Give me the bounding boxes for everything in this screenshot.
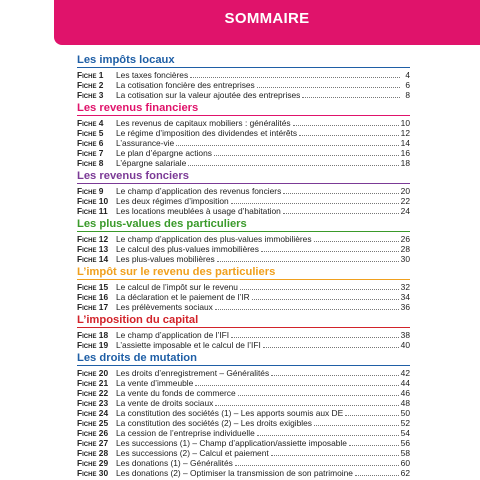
page-number: 4 bbox=[405, 70, 410, 80]
table-of-contents bbox=[77, 52, 410, 478]
fiche-label: Fiche bbox=[77, 148, 97, 158]
toc-section bbox=[77, 350, 410, 478]
toc-entry[interactable] bbox=[77, 408, 410, 418]
toc-entry[interactable] bbox=[77, 118, 410, 128]
fiche-num: 15 bbox=[96, 282, 109, 292]
fiche-num: 10 bbox=[96, 196, 109, 206]
fiche-number bbox=[77, 398, 116, 408]
entry-title: La déclaration et le paiement de l’IR bbox=[116, 292, 250, 302]
dot-leader bbox=[345, 408, 399, 416]
fiche-num: 7 bbox=[96, 148, 104, 158]
fiche-number bbox=[77, 90, 116, 100]
fiche-label: Fiche bbox=[77, 186, 97, 196]
page-number: 40 bbox=[400, 340, 410, 350]
fiche-number bbox=[77, 468, 116, 478]
entry-title: L’épargne salariale bbox=[116, 158, 187, 168]
fiche-num: 17 bbox=[96, 302, 109, 312]
fiche-label: Fiche bbox=[77, 388, 97, 398]
toc-entry[interactable] bbox=[77, 388, 410, 398]
fiche-number bbox=[77, 148, 116, 158]
entry-title: Le calcul des plus-values immobilières bbox=[116, 244, 259, 254]
toc-entry[interactable] bbox=[77, 206, 410, 216]
entry-title: La cotisation foncière des entreprises bbox=[116, 80, 255, 90]
fiche-label: Fiche bbox=[77, 302, 97, 312]
fiche-label: Fiche bbox=[77, 340, 97, 350]
fiche-label: Fiche bbox=[77, 118, 97, 128]
page-number: 42 bbox=[400, 368, 410, 378]
fiche-num: 13 bbox=[96, 244, 109, 254]
page-number: 50 bbox=[400, 408, 410, 418]
page-number: 10 bbox=[400, 118, 410, 128]
dot-leader bbox=[283, 206, 399, 214]
entry-title: Les deux régimes d’imposition bbox=[116, 196, 229, 206]
fiche-number bbox=[77, 408, 116, 418]
entry-title: Le régime d’imposition des dividendes et intérêts bbox=[116, 128, 298, 138]
entry-title: La constitution des sociétés (2) – Les droits exigibles bbox=[116, 418, 312, 428]
page-number: 44 bbox=[400, 378, 410, 388]
section-title: L’imposition du capital bbox=[77, 312, 410, 328]
dot-leader bbox=[299, 128, 399, 136]
dot-leader bbox=[355, 468, 399, 476]
entry-title: La vente de droits sociaux bbox=[116, 398, 214, 408]
page-number: 8 bbox=[405, 90, 410, 100]
fiche-num: 19 bbox=[96, 340, 109, 350]
toc-entry[interactable] bbox=[77, 458, 410, 468]
toc-section bbox=[77, 312, 410, 350]
fiche-label: Fiche bbox=[77, 128, 97, 138]
fiche-label: Fiche bbox=[77, 368, 97, 378]
fiche-number bbox=[77, 234, 116, 244]
page-number: 38 bbox=[400, 330, 410, 340]
dot-leader bbox=[302, 90, 400, 98]
dot-leader bbox=[261, 244, 399, 252]
fiche-label: Fiche bbox=[77, 330, 97, 340]
fiche-num: 12 bbox=[96, 234, 109, 244]
dot-leader bbox=[238, 388, 399, 396]
page-number: 58 bbox=[400, 448, 410, 458]
fiche-number bbox=[77, 244, 116, 254]
entry-title: Les droits d’enregistrement – Généralités bbox=[116, 368, 270, 378]
entry-title: Le calcul de l’impôt sur le revenu bbox=[116, 282, 238, 292]
fiche-label: Fiche bbox=[77, 448, 97, 458]
entry-title: Les donations (2) – Optimiser la transmission de son patrimoine bbox=[116, 468, 353, 478]
page-number: 34 bbox=[400, 292, 410, 302]
toc-section bbox=[77, 216, 410, 264]
dot-leader bbox=[349, 438, 399, 446]
toc-entry[interactable] bbox=[77, 330, 410, 340]
dot-leader bbox=[263, 340, 399, 348]
fiche-label: Fiche bbox=[77, 138, 97, 148]
entry-title: Les revenus de capitaux mobiliers : généralités bbox=[116, 118, 291, 128]
fiche-number bbox=[77, 330, 116, 340]
fiche-num: 18 bbox=[96, 330, 109, 340]
fiche-num: 23 bbox=[96, 398, 109, 408]
fiche-number bbox=[77, 368, 116, 378]
section-title: Les plus-values des particuliers bbox=[77, 216, 410, 232]
entry-title: Les prélèvements sociaux bbox=[116, 302, 213, 312]
dot-leader bbox=[231, 196, 399, 204]
fiche-num: 3 bbox=[96, 90, 104, 100]
fiche-num: 9 bbox=[96, 186, 104, 196]
dot-leader bbox=[215, 398, 398, 406]
fiche-num: 24 bbox=[96, 408, 109, 418]
toc-entry[interactable] bbox=[77, 448, 410, 458]
fiche-number bbox=[77, 282, 116, 292]
entry-title: L’assurance-vie bbox=[116, 138, 175, 148]
fiche-number bbox=[77, 70, 116, 80]
page-number: 52 bbox=[400, 418, 410, 428]
section-title: Les droits de mutation bbox=[77, 350, 410, 366]
entry-title: Le champ d’application des revenus fonciers bbox=[116, 186, 282, 196]
page-number: 62 bbox=[400, 468, 410, 478]
fiche-number bbox=[77, 186, 116, 196]
fiche-num: 25 bbox=[96, 418, 109, 428]
dot-leader bbox=[271, 448, 399, 456]
toc-entry[interactable] bbox=[77, 128, 410, 138]
entry-title: Les taxes foncières bbox=[116, 70, 189, 80]
entry-title: Le champ d’application de l’IFI bbox=[116, 330, 230, 340]
page-number: 18 bbox=[400, 158, 410, 168]
fiche-num: 29 bbox=[96, 458, 109, 468]
fiche-label: Fiche bbox=[77, 292, 97, 302]
fiche-num: 2 bbox=[96, 80, 104, 90]
toc-entry[interactable] bbox=[77, 90, 410, 100]
page-number: 48 bbox=[400, 398, 410, 408]
entry-title: La cotisation sur la valeur ajoutée des entreprises bbox=[116, 90, 301, 100]
toc-section bbox=[77, 52, 410, 100]
fiche-num: 28 bbox=[96, 448, 109, 458]
fiche-label: Fiche bbox=[77, 196, 97, 206]
fiche-label: Fiche bbox=[77, 70, 97, 80]
dot-leader bbox=[257, 428, 399, 436]
fiche-number bbox=[77, 418, 116, 428]
entry-title: La cession de l’entreprise individuelle bbox=[116, 428, 255, 438]
toc-entry[interactable] bbox=[77, 186, 410, 196]
page-number: 54 bbox=[400, 428, 410, 438]
fiche-number bbox=[77, 448, 116, 458]
fiche-number bbox=[77, 138, 116, 148]
dot-leader bbox=[240, 282, 399, 290]
page-number: 22 bbox=[400, 196, 410, 206]
fiche-number bbox=[77, 388, 116, 398]
toc-entry[interactable] bbox=[77, 428, 410, 438]
fiche-label: Fiche bbox=[77, 158, 97, 168]
fiche-number bbox=[77, 378, 116, 388]
dot-leader bbox=[176, 138, 398, 146]
toc-entry[interactable] bbox=[77, 292, 410, 302]
toc-section bbox=[77, 100, 410, 168]
page-number: 60 bbox=[400, 458, 410, 468]
entry-title: L’assiette imposable et le calcul de l’IFI bbox=[116, 340, 261, 350]
page-number: 26 bbox=[400, 234, 410, 244]
entry-title: Les locations meublées à usage d’habitation bbox=[116, 206, 281, 216]
dot-leader bbox=[252, 292, 399, 300]
page-number: 28 bbox=[400, 244, 410, 254]
toc-entry[interactable] bbox=[77, 282, 410, 292]
toc-entry[interactable] bbox=[77, 340, 410, 350]
toc-section bbox=[77, 264, 410, 312]
entry-title: Les successions (1) – Champ d’application/assiette imposable bbox=[116, 438, 347, 448]
header-banner bbox=[54, 0, 480, 45]
toc-entry[interactable] bbox=[77, 254, 410, 264]
entry-title: La vente du fonds de commerce bbox=[116, 388, 236, 398]
fiche-label: Fiche bbox=[77, 458, 97, 468]
fiche-num: 22 bbox=[96, 388, 109, 398]
page-number: 32 bbox=[400, 282, 410, 292]
section-title: Les revenus fonciers bbox=[77, 168, 410, 184]
page-number: 56 bbox=[400, 438, 410, 448]
toc-entry[interactable] bbox=[77, 244, 410, 254]
dot-leader bbox=[217, 254, 399, 262]
fiche-label: Fiche bbox=[77, 438, 97, 448]
toc-entry[interactable] bbox=[77, 368, 410, 378]
toc-entry[interactable] bbox=[77, 148, 410, 158]
fiche-label: Fiche bbox=[77, 244, 97, 254]
entry-title: La constitution des sociétés (1) – Les apports soumis aux DE bbox=[116, 408, 344, 418]
fiche-number bbox=[77, 158, 116, 168]
fiche-num: 26 bbox=[96, 428, 109, 438]
fiche-label: Fiche bbox=[77, 254, 97, 264]
toc-entry[interactable] bbox=[77, 438, 410, 448]
page-number: 36 bbox=[400, 302, 410, 312]
fiche-label: Fiche bbox=[77, 468, 97, 478]
dot-leader bbox=[214, 148, 399, 156]
toc-entry[interactable] bbox=[77, 234, 410, 244]
section-title: L’impôt sur le revenu des particuliers bbox=[77, 264, 410, 280]
entry-title: Les donations (1) – Généralités bbox=[116, 458, 233, 468]
fiche-num: 6 bbox=[96, 138, 104, 148]
fiche-label: Fiche bbox=[77, 378, 97, 388]
page-number: 20 bbox=[400, 186, 410, 196]
page-number: 16 bbox=[400, 148, 410, 158]
fiche-num: 14 bbox=[96, 254, 109, 264]
entry-title: Le champ d’application des plus-values immobilières bbox=[116, 234, 312, 244]
fiche-num: 11 bbox=[96, 206, 108, 216]
entry-title: Les plus-values mobilières bbox=[116, 254, 215, 264]
fiche-num: 4 bbox=[96, 118, 104, 128]
entry-title: Le plan d’épargne actions bbox=[116, 148, 212, 158]
toc-entry[interactable] bbox=[77, 158, 410, 168]
fiche-label: Fiche bbox=[77, 80, 97, 90]
fiche-number bbox=[77, 302, 116, 312]
dot-leader bbox=[257, 80, 400, 88]
fiche-label: Fiche bbox=[77, 408, 97, 418]
page-number: 30 bbox=[400, 254, 410, 264]
entry-title: Les successions (2) – Calcul et paiement bbox=[116, 448, 269, 458]
dot-leader bbox=[231, 330, 399, 338]
fiche-number bbox=[77, 292, 116, 302]
dot-leader bbox=[215, 302, 399, 310]
toc-entry[interactable] bbox=[77, 70, 410, 80]
toc-section bbox=[77, 168, 410, 216]
fiche-num: 1 bbox=[96, 70, 104, 80]
fiche-number bbox=[77, 206, 116, 216]
fiche-label: Fiche bbox=[77, 206, 97, 216]
fiche-number bbox=[77, 438, 116, 448]
dot-leader bbox=[271, 368, 399, 376]
toc-entry[interactable] bbox=[77, 138, 410, 148]
dot-leader bbox=[283, 186, 398, 194]
toc-entry[interactable] bbox=[77, 468, 410, 478]
entry-title: La vente d’immeuble bbox=[116, 378, 194, 388]
fiche-number bbox=[77, 80, 116, 90]
fiche-num: 8 bbox=[96, 158, 104, 168]
fiche-number bbox=[77, 254, 116, 264]
fiche-number bbox=[77, 458, 116, 468]
dot-leader bbox=[190, 70, 400, 78]
fiche-number bbox=[77, 118, 116, 128]
fiche-label: Fiche bbox=[77, 418, 97, 428]
toc-entry[interactable] bbox=[77, 378, 410, 388]
fiche-number bbox=[77, 428, 116, 438]
fiche-label: Fiche bbox=[77, 428, 97, 438]
dot-leader bbox=[195, 378, 398, 386]
fiche-label: Fiche bbox=[77, 282, 97, 292]
fiche-num: 21 bbox=[96, 378, 109, 388]
dot-leader bbox=[314, 234, 399, 242]
toc-entry[interactable] bbox=[77, 302, 410, 312]
section-title: Les impôts locaux bbox=[77, 52, 410, 68]
page-number: 24 bbox=[400, 206, 410, 216]
dot-leader bbox=[235, 458, 399, 466]
fiche-label: Fiche bbox=[77, 398, 97, 408]
fiche-label: Fiche bbox=[77, 90, 97, 100]
page-number: 14 bbox=[400, 138, 410, 148]
section-title: Les revenus financiers bbox=[77, 100, 410, 116]
fiche-number bbox=[77, 340, 116, 350]
page-number: 6 bbox=[405, 80, 410, 90]
fiche-num: 30 bbox=[96, 468, 109, 478]
fiche-number bbox=[77, 196, 116, 206]
dot-leader bbox=[293, 118, 399, 126]
page-number: 46 bbox=[400, 388, 410, 398]
page-title: SOMMAIRE bbox=[224, 10, 310, 27]
dot-leader bbox=[188, 158, 398, 166]
toc-entry[interactable] bbox=[77, 80, 410, 90]
fiche-num: 16 bbox=[96, 292, 109, 302]
toc-entry[interactable] bbox=[77, 196, 410, 206]
page-number: 12 bbox=[400, 128, 410, 138]
dot-leader bbox=[314, 418, 399, 426]
fiche-label: Fiche bbox=[77, 234, 97, 244]
fiche-num: 20 bbox=[96, 368, 109, 378]
fiche-number bbox=[77, 128, 116, 138]
fiche-num: 27 bbox=[96, 438, 109, 448]
fiche-num: 5 bbox=[96, 128, 104, 138]
toc-entry[interactable] bbox=[77, 398, 410, 408]
toc-entry[interactable] bbox=[77, 418, 410, 428]
